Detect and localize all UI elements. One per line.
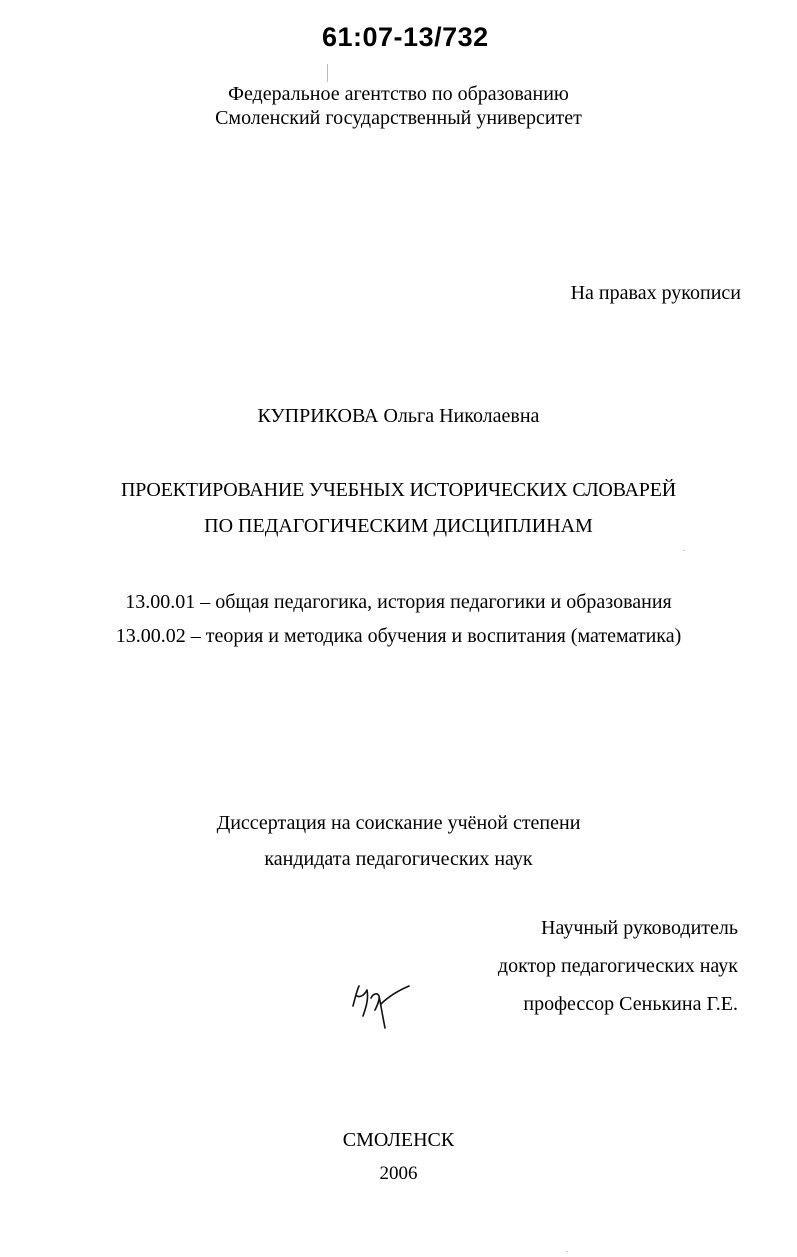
archive-code-stamp: 61:07-13/732: [322, 22, 489, 52]
degree-line-1: Диссертация на соискание учёной степени: [216, 812, 581, 834]
supervisor-role: Научный руководитель: [541, 917, 738, 939]
header-university: Смоленский государственный университет: [215, 107, 582, 129]
dissertation-title-line-2: ПО ПЕДАГОГИЧЕСКИМ ДИСЦИПЛИНАМ: [204, 515, 593, 537]
footer-city: СМОЛЕНСК: [342, 1129, 455, 1151]
stamp-mark: [327, 64, 328, 82]
specialty-1: 13.00.01 – общая педагогика, история педагогики и образования: [125, 591, 672, 613]
header-agency: Федеральное агентство по образованию: [228, 83, 569, 105]
supervisor-degree: доктор педагогических наук: [497, 955, 738, 977]
scan-speck: [566, 1251, 568, 1252]
specialty-2: 13.00.02 – теория и методика обучения и воспитания (математика): [115, 625, 682, 647]
footer-year: 2006: [379, 1163, 418, 1184]
manuscript-note: На правах рукописи: [570, 282, 741, 304]
supervisor-name: профессор Сенькина Г.Е.: [523, 993, 738, 1015]
scan-speck: [683, 550, 685, 551]
author-name: КУПРИКОВА Ольга Николаевна: [257, 405, 540, 427]
dissertation-title-line-1: ПРОЕКТИРОВАНИЕ УЧЕБНЫХ ИСТОРИЧЕСКИХ СЛОВАРЕЙ: [121, 479, 676, 501]
degree-line-2: кандидата педагогических наук: [264, 848, 533, 870]
handwritten-signature: [347, 976, 417, 1036]
